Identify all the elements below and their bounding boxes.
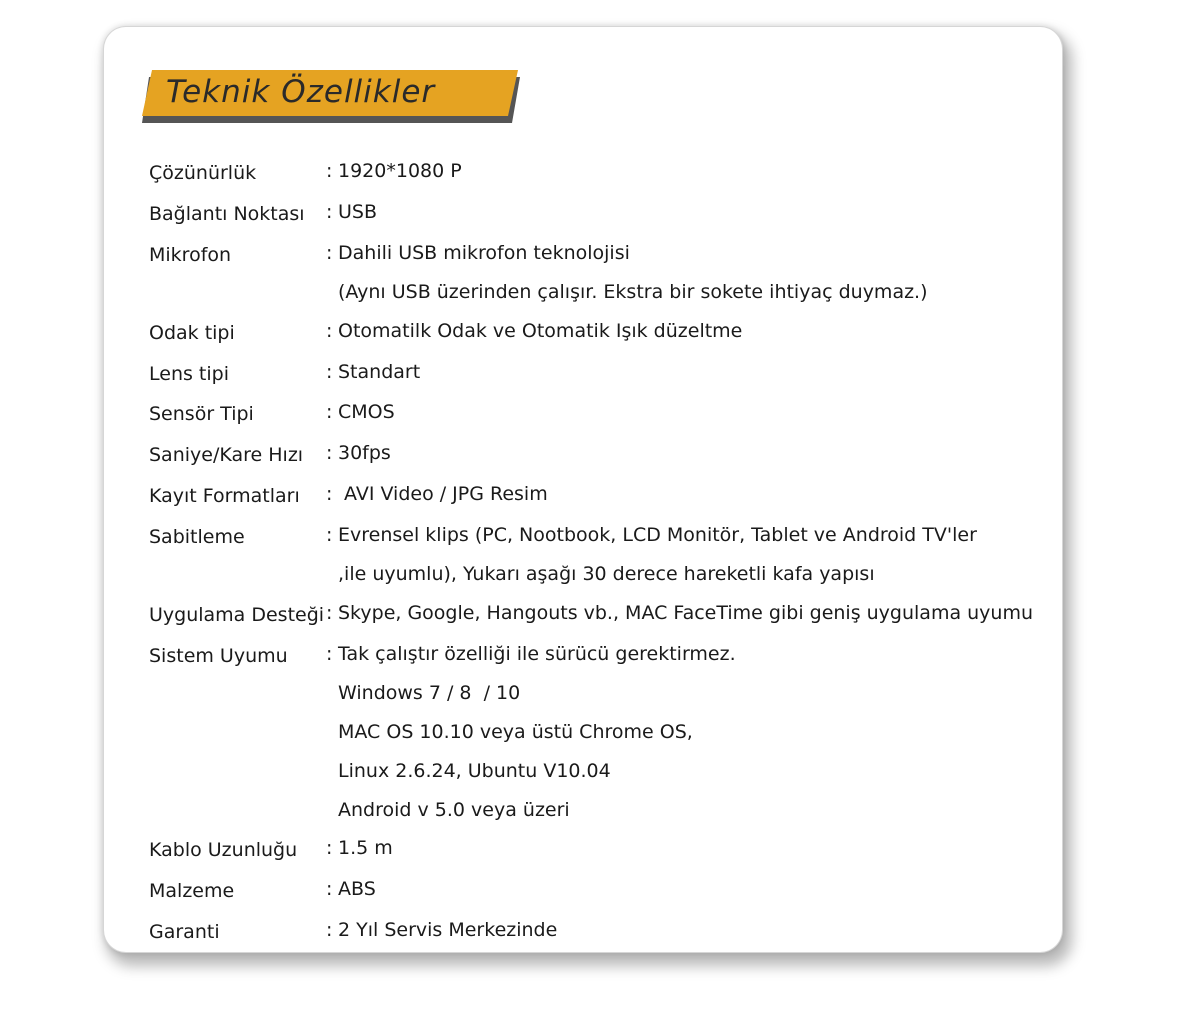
spec-separator: : bbox=[326, 524, 333, 547]
spec-value: Dahili USB mikrofon teknolojisi bbox=[338, 241, 630, 264]
section-title: Teknik Özellikler bbox=[166, 74, 436, 110]
spec-row bbox=[149, 516, 1049, 594]
spec-separator: : bbox=[326, 160, 333, 182]
spec-values bbox=[338, 353, 1049, 392]
spec-value: 2 Yıl Servis Merkezinde bbox=[338, 919, 558, 942]
spec-separator: : bbox=[326, 442, 333, 465]
spec-separator: : bbox=[326, 837, 333, 860]
section-title-banner bbox=[142, 70, 520, 123]
spec-separator: : bbox=[326, 360, 333, 383]
spec-row bbox=[149, 234, 1049, 312]
spec-label: Malzeme bbox=[149, 880, 235, 903]
spec-label: Mikrofon bbox=[149, 243, 232, 266]
spec-value: Windows 7 / 8 / 10 bbox=[338, 681, 521, 704]
spec-row bbox=[149, 829, 1049, 870]
spec-row bbox=[149, 152, 1049, 193]
spec-row bbox=[149, 434, 1049, 475]
spec-values bbox=[338, 434, 1049, 473]
spec-label: Lens tipi bbox=[149, 362, 229, 385]
spec-values bbox=[338, 870, 1049, 909]
spec-separator: : bbox=[326, 241, 333, 264]
spec-values bbox=[338, 393, 1049, 432]
spec-values bbox=[338, 594, 1049, 633]
spec-value: Android v 5.0 veya üzeri bbox=[338, 798, 570, 821]
spec-separator: : bbox=[326, 200, 333, 223]
spec-value: ,ile uyumlu), Yukarı aşağı 30 derece hareketli kafa yapısı bbox=[338, 563, 875, 586]
spec-label: Saniye/Kare Hızı bbox=[149, 444, 304, 467]
spec-values bbox=[338, 234, 1049, 312]
spec-separator: : bbox=[326, 401, 333, 424]
spec-label: Bağlantı Noktası bbox=[149, 202, 305, 225]
spec-list bbox=[149, 152, 1049, 952]
spec-row bbox=[149, 911, 1049, 952]
spec-values bbox=[338, 635, 1049, 830]
spec-value: 1.5 m bbox=[338, 837, 393, 860]
spec-value: Standart bbox=[338, 360, 421, 383]
spec-label: Çözünürlük bbox=[149, 162, 257, 184]
spec-label: Odak tipi bbox=[149, 321, 235, 344]
spec-value: AVI Video / JPG Resim bbox=[338, 483, 548, 506]
spec-row bbox=[149, 353, 1049, 394]
spec-value: ABS bbox=[338, 878, 376, 901]
spec-row bbox=[149, 594, 1049, 635]
spec-values bbox=[338, 475, 1049, 514]
spec-row bbox=[149, 635, 1049, 830]
spec-values bbox=[338, 312, 1049, 351]
spec-separator: : bbox=[326, 601, 333, 624]
spec-value: 30fps bbox=[338, 442, 391, 465]
spec-label: Sabitleme bbox=[149, 526, 245, 549]
spec-values bbox=[338, 516, 1049, 594]
spec-separator: : bbox=[326, 483, 333, 506]
spec-value: Otomatilk Odak ve Otomatik Işık düzeltme bbox=[338, 319, 743, 342]
spec-row bbox=[149, 475, 1049, 516]
spec-values bbox=[338, 911, 1049, 950]
spec-value: 1920*1080 P bbox=[338, 160, 462, 182]
spec-value: Evrensel klips (PC, Nootbook, LCD Monitör, Tablet ve Android TV'ler bbox=[338, 524, 977, 547]
spec-label: Sensör Tipi bbox=[149, 403, 254, 426]
spec-label: Sistem Uyumu bbox=[149, 644, 288, 667]
spec-label: Kablo Uzunluğu bbox=[149, 839, 298, 862]
spec-value: CMOS bbox=[338, 401, 395, 424]
spec-value: MAC OS 10.10 veya üstü Chrome OS, bbox=[338, 720, 693, 743]
spec-separator: : bbox=[326, 319, 333, 342]
spec-values bbox=[338, 829, 1049, 868]
spec-value: Linux 2.6.24, Ubuntu V10.04 bbox=[338, 759, 611, 782]
spec-label: Uygulama Desteği bbox=[149, 603, 325, 626]
spec-value: (Aynı USB üzerinden çalışır. Ekstra bir sokete ihtiyaç duymaz.) bbox=[338, 280, 928, 303]
spec-row bbox=[149, 870, 1049, 911]
spec-values bbox=[338, 152, 1049, 191]
spec-separator: : bbox=[326, 878, 333, 901]
spec-label: Kayıt Formatları bbox=[149, 485, 300, 508]
spec-separator: : bbox=[326, 642, 333, 665]
spec-label: Garanti bbox=[149, 921, 220, 944]
spec-values bbox=[338, 193, 1049, 232]
spec-separator: : bbox=[326, 919, 333, 942]
spec-row bbox=[149, 393, 1049, 434]
spec-value: Tak çalıştır özelliği ile sürücü gerektirmez. bbox=[338, 642, 736, 665]
spec-value: USB bbox=[338, 200, 378, 223]
spec-value: Skype, Google, Hangouts vb., MAC FaceTime gibi geniş uygulama uyumu bbox=[338, 601, 1034, 624]
spec-row bbox=[149, 193, 1049, 234]
spec-row bbox=[149, 312, 1049, 353]
